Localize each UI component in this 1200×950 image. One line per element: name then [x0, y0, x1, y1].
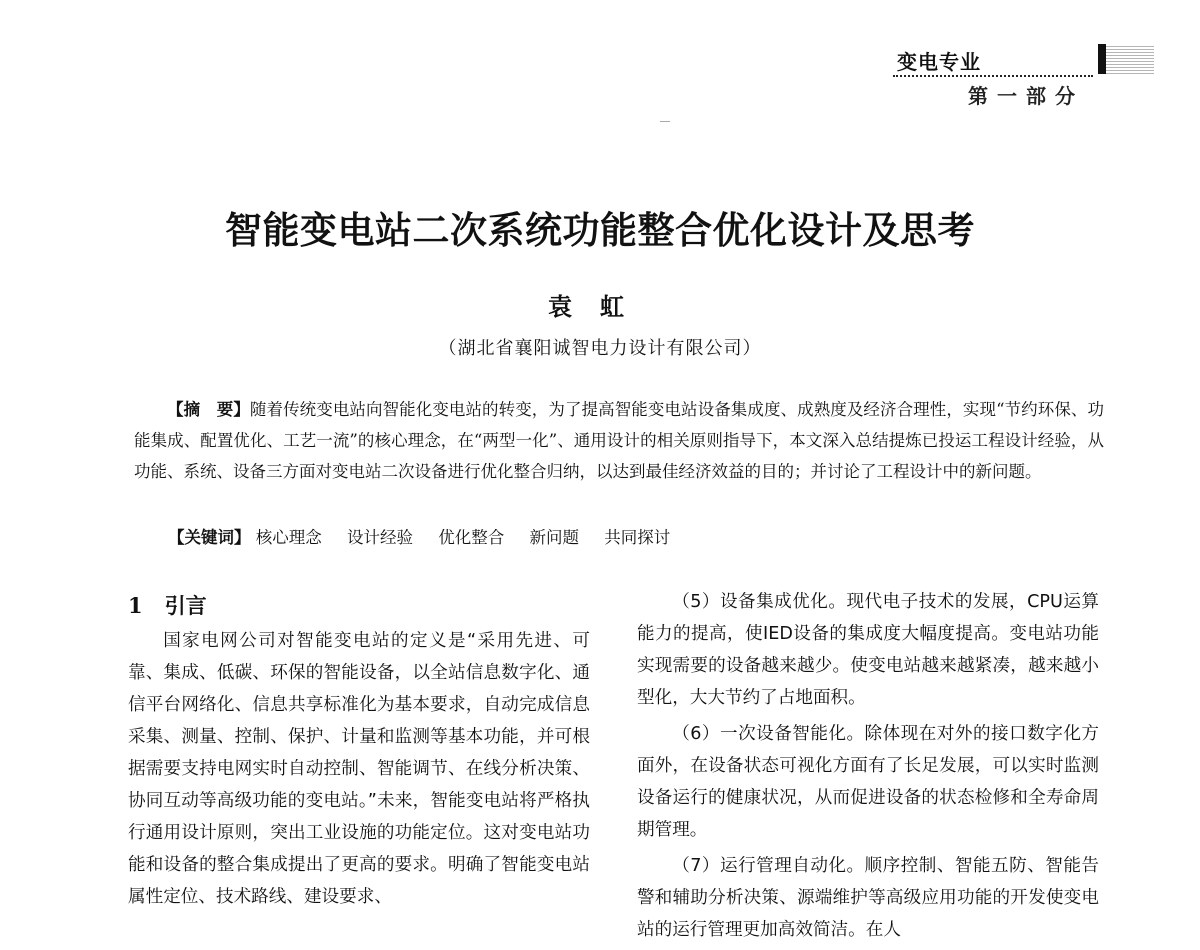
header-divider: [893, 75, 1093, 77]
keyword: 优化整合: [438, 528, 505, 547]
section-number: 1: [128, 593, 143, 618]
keyword: 共同探讨: [604, 528, 671, 547]
body-paragraph: （5）设备集成优化。现代电子技术的发展，CPU运算能力的提高，使IED设备的集成度大幅度提高。变电站功能实现需要的设备越来越少。使变电站越来越紧凑，越来越小型化，大大节约了占地面积。: [637, 592, 1099, 708]
corner-decoration-bar: [1098, 44, 1106, 74]
left-column: [128, 587, 590, 913]
right-column: [637, 586, 1099, 950]
abstract-label: 【摘 要】: [167, 400, 250, 419]
keyword: 设计经验: [347, 528, 413, 547]
body-paragraph: 国家电网公司对智能变电站的定义是“采用先进、可靠、集成、低碳、环保的智能设备，以全站信息数字化、通信平台网络化、信息共享标准化为基本要求，自动完成信息采集、测量、控制、保护、计量和监测等基本功能，并可根据需要支持电网实时自动控制、智能调节、在线分析决策、协同互动等高级功能的变电站。”未来，智能变电站将严格执行通用设计原则，突出工业设施的功能定位。这对变电站功能和设备的整合集成提出了更高的要求。明确了智能变电站属性定位、技术路线、建设要求、: [128, 631, 590, 907]
article-title: 智能变电站二次系统功能整合优化设计及思考: [225, 208, 975, 252]
abstract-paragraph: [134, 394, 1104, 487]
abstract-block: [134, 394, 1104, 487]
scan-speck: [660, 121, 670, 122]
body-paragraph: （7）运行管理自动化。顺序控制、智能五防、智能告警和辅助分析决策、源端维护等高级应用功能的开发使变电站的运行管理更加高效简洁。在人: [637, 856, 1099, 940]
article-author: 袁虹: [548, 292, 652, 321]
body-paragraph: （6）一次设备智能化。除体现在对外的接口数字化方面外，在设备状态可视化方面有了长足发展，可以实时监测设备运行的健康状况，从而促进设备的状态检修和全寿命周期管理。: [637, 724, 1099, 840]
section-title: 引言: [164, 593, 207, 618]
corner-decoration-pattern: [1106, 44, 1154, 74]
keyword: 核心理念: [255, 528, 322, 547]
section-heading: [128, 587, 590, 625]
running-header-part: 第一部分: [968, 84, 1084, 108]
running-header-section: 变电专业: [897, 50, 981, 74]
abstract-text: 随着传统变电站向智能化变电站的转变，为了提高智能变电站设备集成度、成熟度及经济合理性，实现“节约环保、功能集成、配置优化、工艺一流”的核心理念，在“两型一化”、通用设计的相关原则指导下，本文深入总结提炼已投运工程设计经验，从功能、系统、设备三方面对变电站二次设备进行优化整合归纳，以达到最佳经济效益的目的；并讨论了工程设计中的新问题。: [134, 400, 1105, 481]
keywords-label: 【关键词】: [168, 528, 251, 547]
author-affiliation: （湖北省襄阳诚智电力设计有限公司）: [438, 338, 762, 359]
keyword: 新问题: [529, 528, 579, 547]
keywords-line: [168, 524, 690, 548]
